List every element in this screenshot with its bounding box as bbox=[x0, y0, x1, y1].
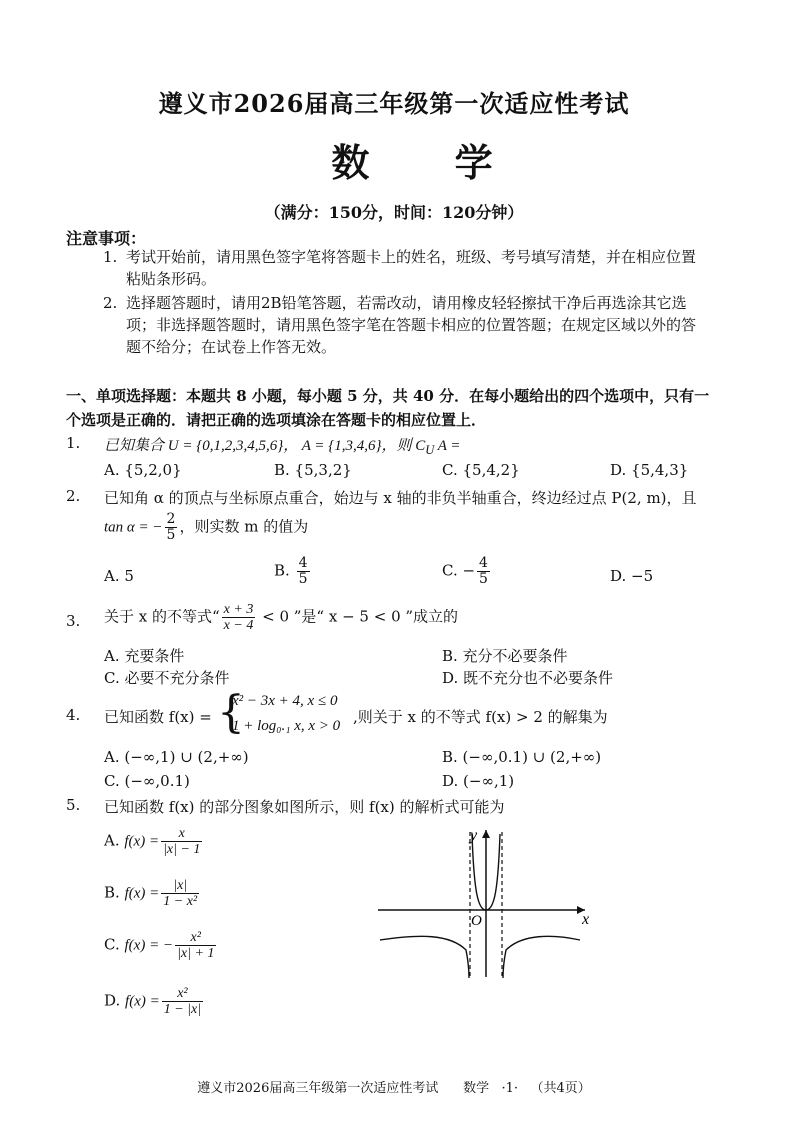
q2-stem-tail: ，则实数 m 的值为 bbox=[179, 517, 309, 536]
q5-option-a-lhs: f(x) = bbox=[124, 833, 160, 850]
q2-option-b bbox=[274, 556, 312, 587]
q5-option-c-den: |x| + 1 bbox=[177, 946, 215, 961]
notice-item-2-line3: 题不给分；在试卷上作答无效。 bbox=[126, 338, 337, 356]
notice-item-1-line2: 粘贴条形码。 bbox=[126, 270, 217, 288]
q1-option-b: B. {5,3,2} bbox=[274, 461, 352, 479]
q5-option-a-den: |x| − 1 bbox=[163, 842, 201, 857]
q2-option-d: D. −5 bbox=[610, 567, 654, 585]
q4-option-d: D. (−∞,1) bbox=[442, 772, 515, 790]
q2-stem-line1: 已知角 α 的顶点与坐标原点重合，始边与 x 轴的非负半轴重合，终边经过点 P(2, m)，且 bbox=[104, 489, 697, 507]
q3-stem-a: 关于 x 的不等式“ bbox=[104, 607, 220, 626]
section-1-heading-line1: 一、单项选择题：本题共 8 小题，每小题 5 分，共 40 分．在每小题给出的四个选项中，只有一 bbox=[66, 387, 710, 405]
q1-stem bbox=[104, 434, 461, 458]
q4-option-c: C. (−∞,0.1) bbox=[104, 772, 190, 790]
q3-option-b: B. 充分不必要条件 bbox=[442, 647, 568, 665]
q1-stem-a: 已知集合 U = {0,1,2,3,4,5,6}， bbox=[104, 438, 299, 454]
q5-option-a-num: x bbox=[161, 826, 202, 842]
q5-number: 5. bbox=[66, 796, 81, 814]
q3-option-a: A. 充要条件 bbox=[104, 647, 185, 665]
q2-frac-denominator: 5 bbox=[166, 527, 176, 543]
q5-function-graph bbox=[370, 822, 595, 982]
score-time: （满分：150分，时间：120分钟） bbox=[264, 203, 524, 222]
q5-option-d-lhs: f(x) = bbox=[125, 993, 160, 1010]
exam-title: 遵义市2026届高三年级第一次适应性考试 bbox=[158, 89, 630, 118]
q5-option-a bbox=[104, 826, 204, 857]
subject-title: 数 学 bbox=[331, 140, 529, 185]
q5-option-b-lhs: f(x) = bbox=[124, 885, 160, 902]
q2-option-c-fraction bbox=[477, 556, 490, 587]
q2-option-b-fraction bbox=[297, 556, 310, 587]
q2-stem-line2 bbox=[104, 512, 308, 543]
q1-stem-c: A = bbox=[434, 438, 461, 454]
q5-option-b-fraction bbox=[161, 878, 199, 909]
q2-option-b-label: B. bbox=[274, 561, 290, 580]
q5-option-b-num: |x| bbox=[161, 878, 199, 894]
q3-frac-numerator: x + 3 bbox=[223, 602, 254, 617]
q2-option-b-den: 5 bbox=[298, 571, 308, 587]
q1-number: 1. bbox=[66, 434, 81, 452]
q3-stem bbox=[104, 602, 458, 633]
q3-stem-b: < 0 ”是“ x − 5 < 0 ”成立的 bbox=[257, 607, 459, 626]
q4-number: 4. bbox=[66, 706, 81, 724]
notice-heading: 注意事项： bbox=[66, 229, 147, 248]
q2-option-c-label: C. − bbox=[442, 561, 476, 580]
q2-tan-prefix: tan α = − bbox=[104, 519, 163, 536]
q5-option-a-fraction bbox=[161, 826, 202, 857]
q4-option-b: B. (−∞,0.1) ∪ (2,+∞) bbox=[442, 748, 602, 766]
origin-label: O bbox=[471, 913, 482, 929]
q3-frac-denominator: x − 4 bbox=[223, 618, 254, 633]
q5-option-b bbox=[104, 878, 201, 909]
q1-option-a: A. {5,2,0} bbox=[104, 461, 182, 479]
q1-option-c: C. {5,4,2} bbox=[442, 461, 520, 479]
q5-option-d-fraction bbox=[162, 986, 203, 1017]
q1-stem-sub: U bbox=[425, 443, 435, 457]
q5-option-d-num: x² bbox=[162, 986, 203, 1002]
q4-case-2: 1 + log₀.₁ x, x > 0 bbox=[232, 718, 341, 734]
q4-brace: { bbox=[217, 687, 245, 738]
q1-option-d: D. {5,4,3} bbox=[610, 461, 689, 479]
q4-stem-b: ,则关于 x 的不等式 f(x) > 2 的解集为 bbox=[353, 708, 608, 726]
x-axis-label: x bbox=[582, 911, 590, 928]
section-1-heading-line2: 个选项是正确的．请把正确的选项填涂在答题卡的相应位置上． bbox=[66, 411, 487, 429]
q3-number: 3. bbox=[66, 612, 81, 630]
q2-option-c-num: 4 bbox=[479, 555, 488, 571]
q3-option-d: D. 既不充分也不必要条件 bbox=[442, 669, 614, 687]
q2-option-b-num: 4 bbox=[298, 555, 308, 571]
q5-option-c-label: C. bbox=[104, 935, 120, 954]
curve-right-branch bbox=[503, 936, 580, 978]
y-axis-label: y bbox=[470, 827, 478, 844]
q2-option-c bbox=[442, 556, 492, 587]
q5-option-c bbox=[104, 930, 218, 961]
notice-item-2-num: 2. bbox=[103, 294, 118, 312]
q4-stem-a: 已知函数 f(x) = bbox=[104, 708, 212, 726]
notice-item-2-line1: 选择题答题时，请用2B铅笔答题，若需改动，请用橡皮轻轻擦拭干净后再选涂其它选 bbox=[126, 294, 687, 312]
q2-option-c-den: 5 bbox=[479, 571, 488, 587]
q3-option-c: C. 必要不充分条件 bbox=[104, 669, 230, 687]
y-axis-arrow bbox=[482, 830, 490, 838]
q5-option-b-label: B. bbox=[104, 883, 120, 902]
q2-fraction bbox=[165, 512, 178, 543]
q5-option-c-num: x² bbox=[175, 930, 216, 946]
q5-option-d-label: D. bbox=[104, 991, 121, 1010]
q5-option-d bbox=[104, 986, 205, 1017]
notice-item-2-line2: 项；非选择题答题时，请用黑色签字笔在答题卡相应的位置答题；在规定区域以外的答 bbox=[126, 316, 697, 334]
q2-option-a: A. 5 bbox=[104, 567, 134, 585]
q4-case-1: x² − 3x + 4, x ≤ 0 bbox=[232, 693, 338, 709]
q5-option-c-lhs: f(x) = − bbox=[124, 937, 174, 954]
q2-frac-numerator: 2 bbox=[166, 511, 176, 527]
page-footer: 遵义市2026届高三年级第一次适应性考试 数学 ·1· （共4页） bbox=[197, 1081, 591, 1096]
q2-number: 2. bbox=[66, 487, 81, 505]
notice-item-1-num: 1. bbox=[103, 248, 118, 266]
q5-option-c-fraction bbox=[175, 930, 216, 961]
notice-item-1-line1: 考试开始前，请用黑色签字笔将答题卡上的姓名，班级、考号填写清楚，并在相应位置 bbox=[126, 248, 697, 266]
q5-option-a-label: A. bbox=[104, 831, 120, 850]
q4-option-a: A. (−∞,1) ∪ (2,+∞) bbox=[104, 748, 249, 766]
q5-stem: 已知函数 f(x) 的部分图象如图所示，则 f(x) 的解析式可能为 bbox=[104, 798, 505, 816]
q5-option-b-den: 1 − x² bbox=[163, 894, 198, 909]
curve-left-branch bbox=[380, 936, 469, 978]
q5-option-d-den: 1 − |x| bbox=[163, 1002, 202, 1017]
q3-fraction bbox=[222, 602, 256, 633]
q1-stem-b: A = {1,3,4,6}，则 C bbox=[301, 438, 426, 454]
